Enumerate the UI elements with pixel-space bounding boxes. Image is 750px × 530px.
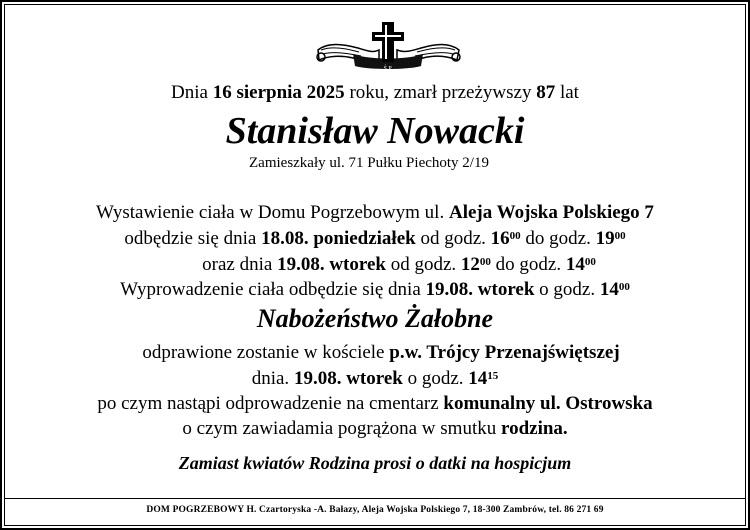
deceased-name: Stanisław Nowacki — [225, 110, 525, 152]
viewing-line-2: odbędzie się dnia 18.08. poniedziałek od godz. $16^{00}$ do godz. $19^{00}$ — [124, 228, 626, 249]
death-line: Dnia 16 sierpnia 2025 roku, zmarł przeżywszy 87 lat — [171, 82, 579, 103]
donation-request: Zamiast kwiatów Rodzina prosi o datki na hospicjum — [178, 453, 572, 473]
viewing-line-3: oraz dnia 19.08. wtorek od godz. $12^{00}$ do godz. $14^{00}$ — [202, 254, 596, 275]
footer-divider — [4, 498, 746, 499]
service-line-1: odprawione zostanie w kościele p.w. Trójcy Przenajświętszej — [142, 342, 620, 363]
deceased-address: Zamieszkały ul. 71 Pułku Piechoty 2/19 — [249, 155, 489, 171]
cemetery-line: po czym nastąpi odprowadzenie na cmentarz komunalny ul. Ostrowska — [97, 393, 653, 414]
procession-line: Wyprowadzenie ciała odbędzie się dnia 19.08. wtorek o godz. $14^{00}$ — [120, 279, 630, 300]
emblem-initials: Ś.P. — [383, 66, 393, 72]
service-line-2: dnia. 19.08. wtorek o godz. $14^{15}$ — [251, 368, 499, 389]
funeral-home-footer: DOM POGRZEBOWY H. Czartoryska -A. Bałazy, Aleja Wojska Polskiego 7, 18-300 Zambrów, tel. 86 271 69 — [146, 505, 604, 515]
viewing-line-1: Wystawienie ciała w Domu Pogrzebowym ul. Aleja Wojska Polskiego 7 — [96, 202, 654, 223]
cross-with-ribbon-icon — [313, 20, 463, 72]
service-title: Nabożeństwo Żałobne — [256, 304, 494, 333]
family-line: o czym zawiadamia pogrążona w smutku rodzina. — [182, 418, 568, 439]
